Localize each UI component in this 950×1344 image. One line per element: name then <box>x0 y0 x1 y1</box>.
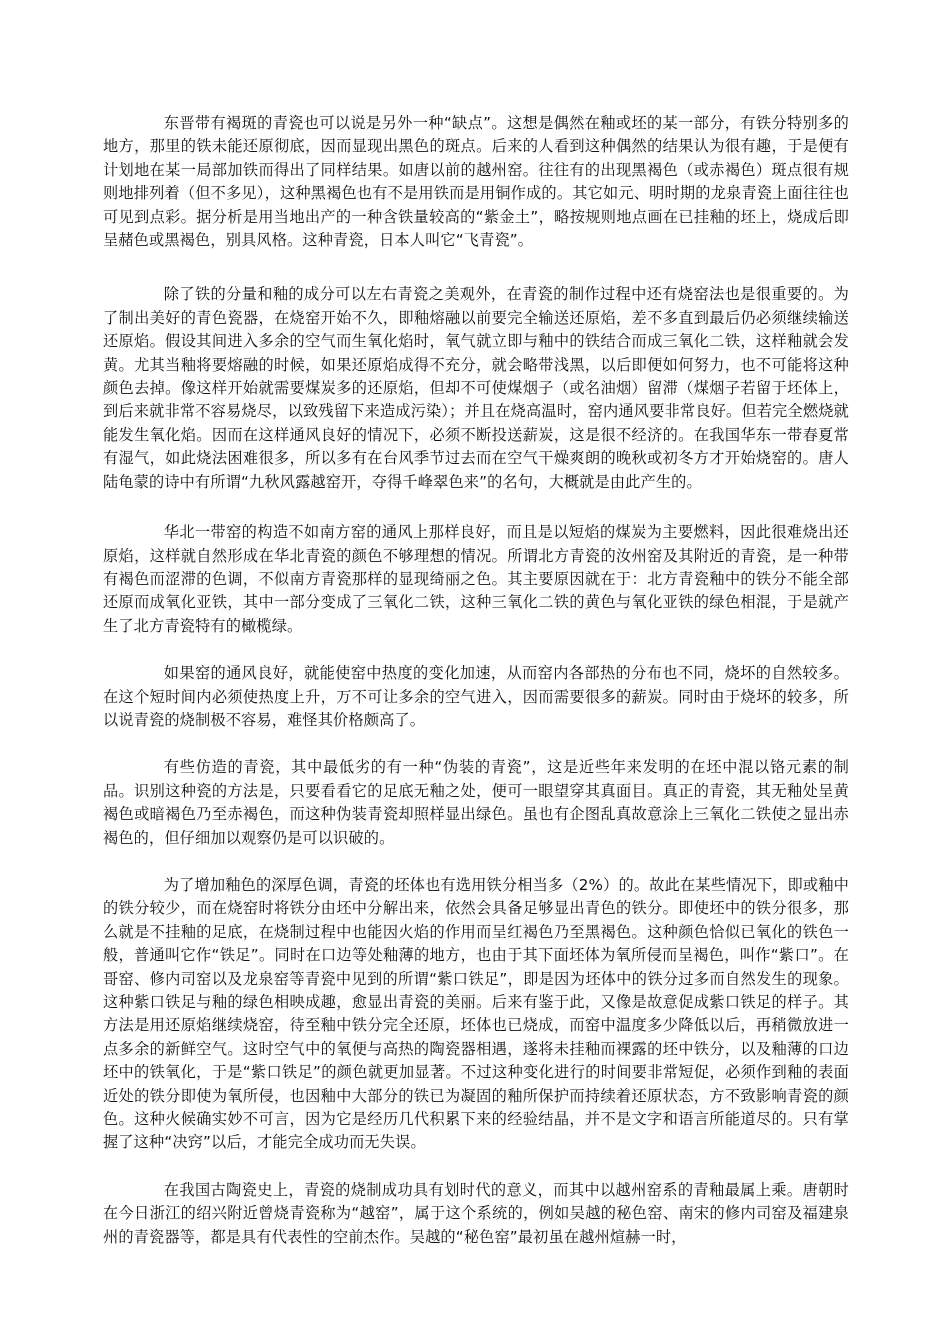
paragraph-iron-spots: 东晋带有褐斑的青瓷也可以说是另外一种“缺点”。这想是偶然在釉或坯的某一部分，有铁分特别多的地方，那里的铁未能还原彻底，因而显现出黑色的斑点。后来的人看到这种偶然的结果认为很有趣，于是便有计划地在某一局部加铁而得出了同样结果。如唐以前的越州窑。往往有的出现黑褐色（或赤褐色）斑点很有规则地排列着（但不多见），这种黑褐色也有不是用铁而是用铜作成的。其它如元、明时期的龙泉青瓷上面往往也可见到点彩。据分析是用当地出产的一种含铁量较高的“紫金土”，略按规则地点画在已挂釉的坯上，烧成后即呈赭色或黑褐色，别具风格。这种青瓷，日本人叫它“飞青瓷”。 <box>103 114 849 250</box>
paragraph-ventilation: 如果窑的通风良好，就能使窑中热度的变化加速，从而窑内各部热的分布也不同，烧坏的自然较多。在这个短时间内必须使热度上升，万不可让多余的空气进入，因而需要很多的薪炭。同时由于烧坏的较多，所以说青瓷的烧制极不容易，难怪其价格颇高了。 <box>103 664 849 729</box>
paragraph-purple-mouth-iron-foot: 为了增加釉色的深厚色调，青瓷的坯体也有选用铁分相当多（2%）的。故此在某些情况下，即或釉中的铁分较少，而在烧窑时将铁分由坯中分解出来，依然会具备足够显出青色的铁分。即使坯中的铁分很多，那么就是不挂釉的足底，在烧制过程中也能因火焰的作用而呈红褐色乃至黑褐色。这种颜色恰似已氧化的铁色一般，普通叫它作“铁足”。同时在口边等处釉薄的地方，也由于其下面坯体为氧所侵而呈褐色，叫作“紫口”。在哥窑、修内司窑以及龙泉窑等青瓷中见到的所谓“紫口铁足”，即是因为坯体中的铁分过多而自然发生的现象。这种紫口铁足与釉的绿色相映成趣，愈显出青瓷的美丽。后来有鉴于此，又像是故意促成紫口铁足的样子。其方法是用还原焰继续烧窑，待至釉中铁分完全还原，坯体也已烧成，而窑中温度多少降低以后，再稍微放进一点多余的新鲜空气。这时空气中的氧便与高热的陶瓷器相遇，遂将未挂釉而裸露的坯中铁分，以及釉薄的口边坯中的铁氧化，于是“紫口铁足”的颜色就更加显著。不过这种变化进行的时间要非常短促，必须作到釉的表面近处的铁分即使为氧所侵，也因釉中大部分的铁已为凝固的釉所保护而持续着还原状态，方不致影响青瓷的颜色。这种火候确实妙不可言，因为它是经历几代积累下来的经验结晶，并不是文字和语言所能道尽的。只有掌握了这种“决窍”以后，才能完全成功而无失误。 <box>103 875 849 1152</box>
paragraph-imitation-celadon: 有些仿造的青瓷，其中最低劣的有一种“伪装的青瓷”，这是近些年来发明的在坯中混以铬元素的制品。识别这种瓷的方法是，只要看看它的足底无釉之处，便可一眼望穿其真面目。真正的青瓷，其无釉处呈黄褐色或暗褐色乃至赤褐色，而这种伪装青瓷却照样显出绿色。虽也有企图乱真故意涂上三氧化二铁使之显出赤褐色的，但仔细加以观察仍是可以识破的。 <box>103 758 849 847</box>
document-page <box>103 112 849 1249</box>
paragraph-yue-kiln-history: 在我国古陶瓷史上，青瓷的烧制成功具有划时代的意义，而其中以越州窑系的青釉最属上乘。唐朝时在今日浙江的绍兴附近曾烧青瓷称为“越窑”，属于这个系统的，例如吴越的秘色窑、南宋的修内司窑及福建泉州的青瓷器等，都是具有代表性的空前杰作。吴越的“秘色窑”最初虽在越州煊赫一时， <box>103 1180 849 1246</box>
paragraph-northern-kilns: 华北一带窑的构造不如南方窑的通风上那样良好，而且是以短焰的煤炭为主要燃料，因此很难烧出还原焰，这样就自然形成在华北青瓷的颜色不够理想的情况。所谓北方青瓷的汝州窑及其附近的青瓷，是一种带有褐色而涩滞的色调，不似南方青瓷那样的显现绮丽之色。其主要原因就在于：北方青瓷釉中的铁分不能全部还原而成氧化亚铁，其中一部分变成了三氧化二铁，这种三氧化二铁的黄色与氧化亚铁的绿色相混，于是就产生了北方青瓷特有的橄榄绿。 <box>103 523 849 635</box>
paragraph-kiln-firing: 除了铁的分量和釉的成分可以左右青瓷之美观外，在青瓷的制作过程中还有烧窑法也是很重要的。为了制出美好的青色瓷器，在烧窑开始不久，即釉熔融以前要完全输送还原焰，差不多直到最后仍必须继续输送还原焰。假设其间进入多余的空气而生氧化焰时，氧气就立即与釉中的铁结合而成三氧化二铁，这样釉就会发黄。尤其当釉将要熔融的时候，如果还原焰成得不充分，就会略带浅黑，以后即便如何努力，也不可能将这种颜色去掉。像这样开始就需要煤炭多的还原焰，但却不可使煤烟子（或名油烟）留滞（煤烟子若留于坯体上，到后来就非常不容易烧尽，以致残留下来造成污染）；并且在烧高温时，窑内通风要非常良好。但若完全燃烧就能发生氧化焰。因而在这样通风良好的情况下，必须不断投送薪炭，这是很不经济的。在我国华东一带春夏常有湿气，如此烧法困难很多，所以多有在台风季节过去而在空气干燥爽朗的晚秋或初冬方才开始烧窑的。唐人陆龟蒙的诗中有所谓“九秋风露越窑开，夺得千峰翠色来”的名句，大概就是由此产生的。 <box>103 285 849 491</box>
